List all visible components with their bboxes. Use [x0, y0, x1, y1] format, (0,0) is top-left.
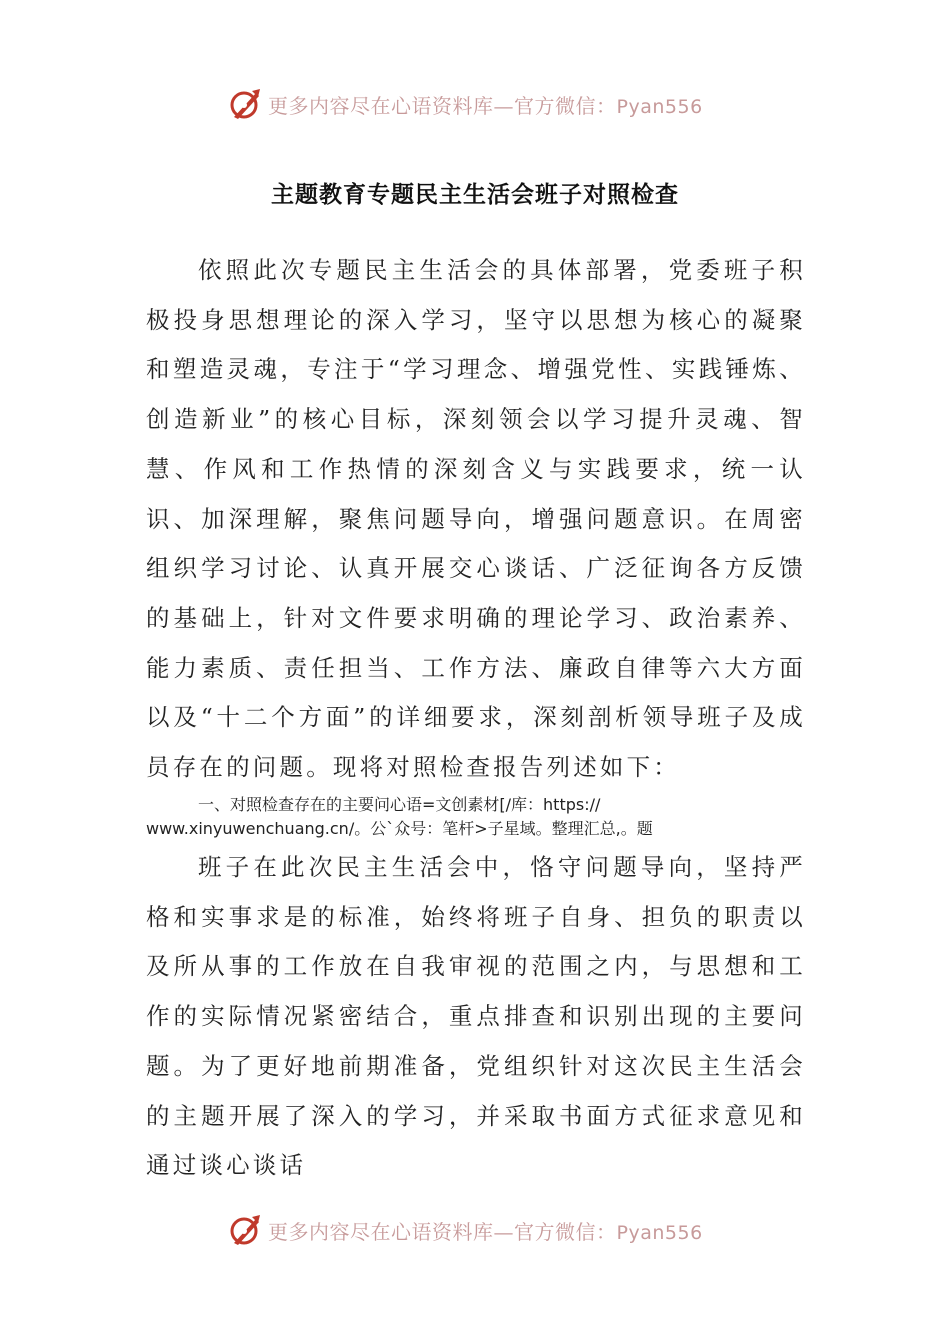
pen-logo-icon	[228, 87, 262, 121]
header-banner	[228, 84, 728, 124]
banner-wechat-id: Pyan556	[616, 1221, 703, 1244]
section-heading-line-1: 一、对照检查存在的主要问心语=文创素材[/库：https://	[198, 795, 601, 814]
section-heading	[146, 793, 766, 841]
banner-text-cn: 更多内容尽在心语资料库—官方微信：	[268, 1219, 617, 1244]
banner-text	[268, 90, 703, 119]
footer-banner	[228, 1210, 728, 1250]
banner-text	[268, 1216, 703, 1245]
section-heading-line-2: www.xinyuwenchuang.cn/。公`众号：笔杆>子星域。整理汇总,。题	[146, 819, 653, 838]
body-paragraph-1: 依照此次专题民主生活会的具体部署，党委班子积极投身思想理论的深入学习，坚守以思想为核心的凝聚和塑造灵魂，专注于“学习理念、增强党性、实践锤炼、创造新业”的核心目标，深刻领会以学习提升灵魂、智慧、作风和工作热情的深刻含义与实践要求，统一认识、加深理解，聚焦问题导向，增强问题意识。在周密组织学习讨论、认真开展交心谈话、广泛征询各方反馈的基础上，针对文件要求明确的理论学习、政治素养、能力素质、责任担当、工作方法、廉政自律等六大方面以及“十二个方面”的详细要求，深刻剖析领导班子及成员存在的问题。现将对照检查报告列述如下：	[146, 256, 806, 782]
pen-logo-icon	[228, 1213, 262, 1247]
document-title: 主题教育专题民主生活会班子对照检查	[271, 181, 679, 208]
banner-wechat-id: Pyan556	[616, 95, 703, 118]
banner-text-cn: 更多内容尽在心语资料库—官方微信：	[268, 93, 617, 118]
body-paragraph-2: 班子在此次民主生活会中，恪守问题导向，坚持严格和实事求是的标准，始终将班子自身、担负的职责以及所从事的工作放在自我审视的范围之内，与思想和工作的实际情况紧密结合，重点排查和识别出现的主要问题。为了更好地前期准备，党组织针对这次民主生活会的主题开展了深入的学习，并采取书面方式征求意见和通过谈心谈话	[146, 853, 806, 1180]
